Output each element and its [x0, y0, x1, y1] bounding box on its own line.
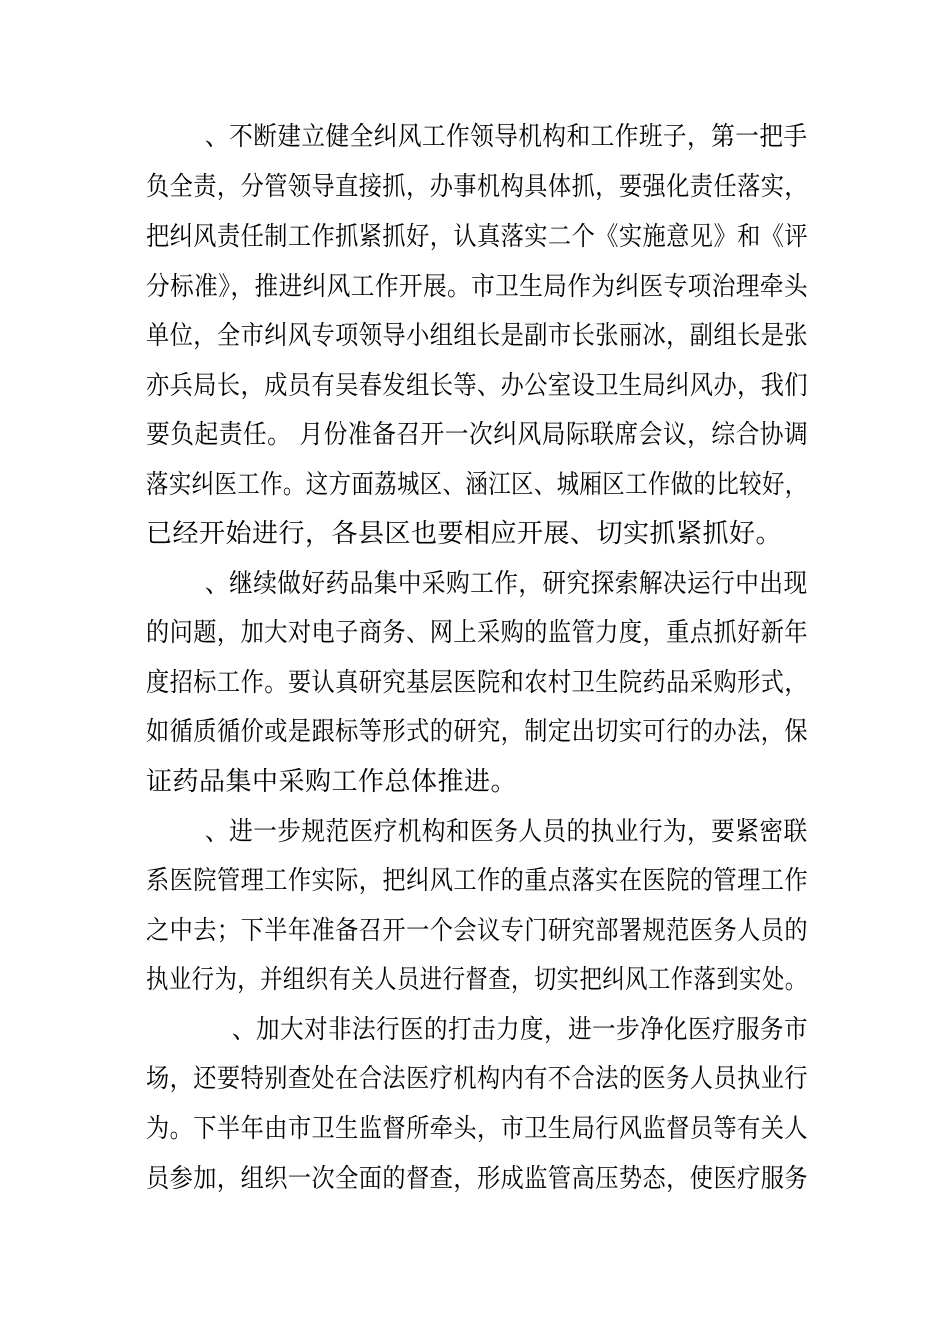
- paragraph-line: 系医院管理工作实际，把纠风工作的重点落实在医院的管理工作: [146, 866, 809, 896]
- paragraph-line: 分标准》，推进纠风工作开展。市卫生局作为纠医专项治理牵头: [146, 272, 809, 302]
- paragraph-line: 亦兵局长，成员有吴春发组长等、办公室设卫生局纠风办，我们: [146, 371, 809, 401]
- paragraph-line: 员参加，组织一次全面的督查，形成监管高压势态，使医疗服务: [146, 1164, 809, 1194]
- paragraph-line: 负全责，分管领导直接抓，办事机构具体抓，要强化责任落实，: [146, 172, 809, 202]
- paragraph-line: 如循质循价或是跟标等形式的研究，制定出切实可行的办法，保: [146, 717, 809, 747]
- paragraph-line: 、加大对非法行医的打击力度，进一步净化医疗服务市: [232, 1015, 809, 1045]
- paragraph-line: 的问题，加大对电子商务、网上采购的监管力度，重点抓好新年: [146, 618, 809, 648]
- paragraph-line: 单位，全市纠风专项领导小组组长是副市长张丽冰，副组长是张: [146, 321, 809, 351]
- paragraph-line: 度招标工作。要认真研究基层医院和农村卫生院药品采购形式，: [146, 668, 809, 698]
- paragraph-line: 、不断建立健全纠风工作领导机构和工作班子，第一把手: [205, 122, 808, 152]
- paragraph-line: 证药品集中采购工作总体推进。: [146, 767, 518, 797]
- paragraph-line: 、继续做好药品集中采购工作，研究探索解决运行中出现: [205, 569, 808, 599]
- paragraph-line: 已经开始进行，各县区也要相应开展、切实抓紧抓好。: [146, 519, 783, 549]
- paragraph-line: 落实纠医工作。这方面荔城区、涵江区、城厢区工作做的比较好，: [146, 470, 808, 500]
- paragraph-line: 场，还要特别查处在合法医疗机构内有不合法的医务人员执业行: [146, 1064, 809, 1094]
- paragraph-line: 为。下半年由市卫生监督所牵头，市卫生局行风监督员等有关人: [146, 1114, 809, 1144]
- paragraph-line: 把纠风责任制工作抓紧抓好，认真落实二个《实施意见》和《评: [146, 222, 809, 252]
- paragraph-line: 之中去；下半年准备召开一个会议专门研究部署规范医务人员的: [146, 916, 809, 946]
- paragraph-line: 要负起责任。 月份准备召开一次纠风局际联席会议，综合协调: [146, 420, 809, 450]
- paragraph-line: 执业行为，并组织有关人员进行督查，切实把纠风工作落到实处。: [146, 965, 808, 995]
- paragraph-line: 、进一步规范医疗机构和医务人员的执业行为，要紧密联: [205, 817, 808, 847]
